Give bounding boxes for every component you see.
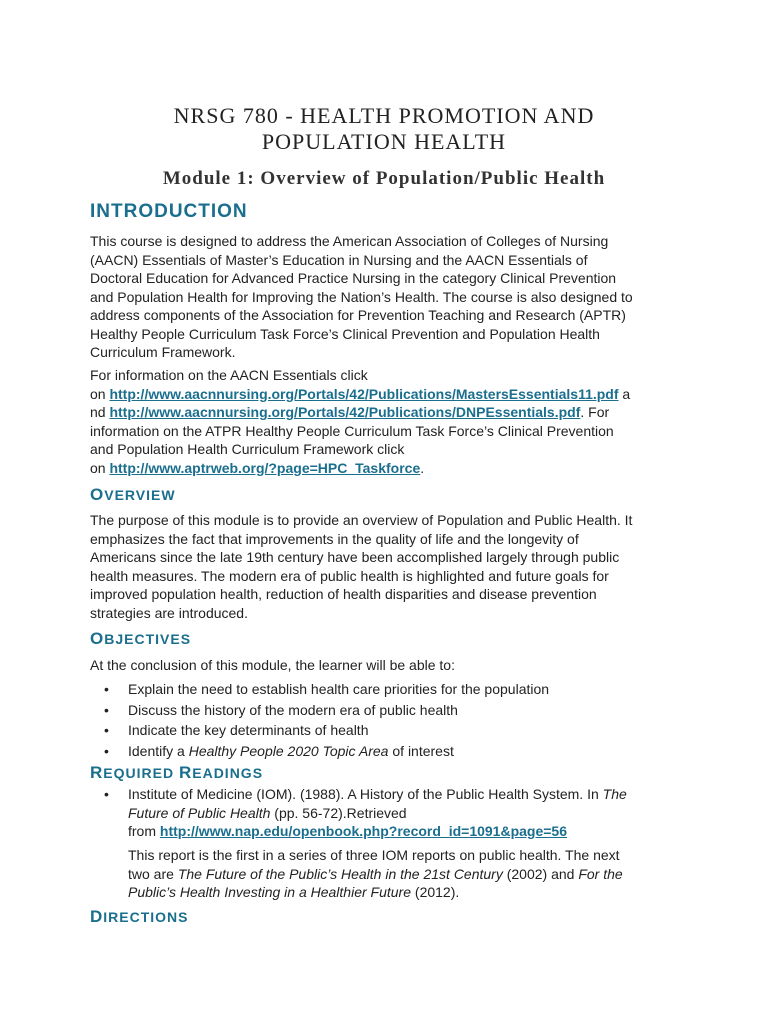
heading-rest: IRECTIONS bbox=[103, 909, 189, 925]
required-readings-heading bbox=[90, 763, 263, 783]
list-item-text: Indicate the key determinants of health bbox=[128, 722, 369, 738]
text-span: two are bbox=[128, 865, 178, 882]
overview-line: strategies are introduced. bbox=[90, 604, 248, 621]
text-span: (pp. 56-72).Retrieved bbox=[270, 804, 407, 821]
list-item bbox=[104, 679, 684, 700]
overview-line: The purpose of this module is to provide an overview of Population and Public Health. It bbox=[90, 512, 633, 528]
text-span: of interest bbox=[388, 742, 454, 759]
note-line bbox=[128, 883, 688, 902]
introduction-paragraph bbox=[90, 232, 680, 362]
bullet-icon: • bbox=[104, 701, 109, 718]
intro-line: Healthy People Curriculum Task Force’s Clinical Prevention and Population Health bbox=[90, 325, 600, 342]
aacn-info-paragraph bbox=[90, 366, 680, 477]
info-line: For information on the AACN Essentials click bbox=[90, 367, 368, 383]
intro-line: Doctoral Education for Advanced Practice Nursing in the category Clinical Prevention bbox=[90, 270, 617, 286]
objectives-heading bbox=[90, 629, 191, 649]
aptr-taskforce-link[interactable]: http://www.aptrweb.org/?page=HPC_Taskforce bbox=[109, 459, 421, 476]
italic-text: The bbox=[602, 786, 627, 802]
italic-text: For the bbox=[578, 865, 623, 882]
reading-note bbox=[128, 846, 688, 902]
overview-paragraph bbox=[90, 511, 680, 622]
bullet-icon: • bbox=[104, 722, 109, 738]
text-span: Institute of Medicine (IOM). (1988). A History of the Public Health System. In bbox=[128, 786, 603, 802]
intro-line: Curriculum Framework. bbox=[90, 344, 236, 360]
italic-text: The Future of the Public’s Health in the 21st Century bbox=[177, 865, 503, 882]
italic-text: Healthy People 2020 Topic Area bbox=[188, 742, 389, 759]
text-span: nd bbox=[90, 404, 110, 420]
note-line: This report is the first in a series of three IOM reports on public health. The next bbox=[128, 847, 620, 863]
italic-text: Public’s Health Investing in a Healthier Future bbox=[128, 884, 412, 900]
masters-essentials-link[interactable]: http://www.aacnnursing.org/Portals/42/Publications/MastersEssentials11.pdf bbox=[109, 385, 619, 402]
overview-line: improved population health, reduction of health disparities and disease prevention bbox=[90, 586, 597, 602]
bullet-icon: • bbox=[104, 681, 109, 697]
iom-report-link[interactable]: http://www.nap.edu/openbook.php?record_id=1091&page=56 bbox=[159, 823, 567, 839]
reading-item bbox=[104, 785, 684, 841]
text-span: (2002) and bbox=[502, 865, 579, 882]
bullet-icon: • bbox=[104, 786, 109, 802]
intro-line: (AACN) Essentials of Master’s Education in Nursing and the AACN Essentials of bbox=[90, 251, 588, 268]
module-subtitle: Module 1: Overview of Population/Public Health bbox=[162, 168, 606, 189]
overview-line: emphasizes the fact that improvements in the quality of life and the longevity of bbox=[90, 530, 579, 547]
info-line bbox=[90, 385, 680, 404]
heading-initial: O bbox=[90, 629, 105, 648]
heading-initial: R bbox=[90, 763, 104, 782]
text-span: . bbox=[420, 459, 425, 476]
list-item-text: Discuss the history of the modern era of public health bbox=[128, 701, 458, 718]
info-line: information on the ATPR Healthy People Curriculum Task Force’s Clinical Prevention bbox=[90, 422, 614, 439]
intro-line: address components of the Association for Prevention Teaching and Research (APTR) bbox=[90, 307, 626, 323]
text-span: from bbox=[128, 823, 160, 839]
introduction-heading: INTRODUCTION bbox=[90, 201, 248, 222]
overview-line: Americans since the late 19th century have been accomplished largely through public bbox=[90, 549, 620, 565]
text-span: Identify a bbox=[128, 742, 189, 759]
reading-line bbox=[128, 785, 684, 804]
list-item bbox=[104, 700, 684, 721]
italic-text: Future of Public Health bbox=[128, 804, 271, 821]
intro-line: and Population Health for Improving the Nation’s Health. The course is also designed to bbox=[90, 288, 633, 305]
page-title bbox=[0, 103, 768, 155]
text-span: a bbox=[618, 385, 631, 402]
list-item-text: Explain the need to establish health care priorities for the population bbox=[128, 681, 550, 697]
reading-line bbox=[128, 822, 684, 841]
info-line: and Population Health Curriculum Framework click bbox=[90, 441, 405, 457]
overview-heading bbox=[90, 485, 176, 505]
heading-rest: EQUIRED bbox=[103, 765, 179, 781]
heading-rest: BJECTIVES bbox=[104, 631, 192, 647]
reading-line bbox=[128, 804, 684, 823]
text-span: on bbox=[90, 459, 110, 476]
list-item bbox=[104, 741, 684, 762]
overview-line: health measures. The modern era of public health is highlighted and future goals for bbox=[90, 567, 609, 584]
readings-list bbox=[104, 785, 684, 841]
dnp-essentials-link[interactable]: http://www.aacnnursing.org/Portals/42/Publications/DNPEssentials.pdf bbox=[109, 404, 581, 420]
info-line bbox=[90, 459, 680, 478]
text-span: (2012). bbox=[411, 884, 460, 900]
directions-heading bbox=[90, 907, 189, 927]
info-line bbox=[90, 403, 680, 422]
text-span: . For bbox=[580, 404, 610, 420]
heading-initial: O bbox=[90, 485, 105, 504]
heading-initial: R bbox=[178, 763, 193, 782]
objectives-list bbox=[104, 679, 684, 761]
heading-rest: EADINGS bbox=[192, 765, 264, 781]
bullet-icon: • bbox=[104, 742, 109, 759]
text-span: on bbox=[90, 385, 110, 402]
title-line-2: POPULATION HEALTH bbox=[261, 129, 507, 154]
objectives-intro: At the conclusion of this module, the learner will be able to: bbox=[90, 657, 455, 673]
title-line-1: NRSG 780 - HEALTH PROMOTION AND bbox=[173, 103, 595, 128]
heading-initial: D bbox=[90, 907, 104, 926]
heading-rest: VERVIEW bbox=[104, 487, 176, 503]
intro-line: This course is designed to address the American Association of Colleges of Nursing bbox=[90, 233, 609, 249]
list-item bbox=[104, 720, 684, 741]
note-line bbox=[128, 865, 688, 884]
